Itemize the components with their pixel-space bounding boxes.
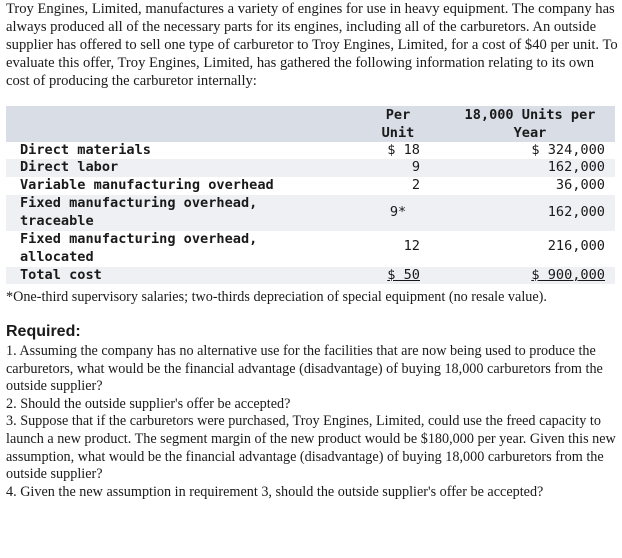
- row-year-cost: $ 324,000: [531, 142, 605, 158]
- row-unit-cost: 2: [411, 177, 420, 193]
- requirement-1: 1. Assuming the company has no alternative use for the facilities that are now being used to produce the carburetors, what would be the financial advantage (disadvantage) of buying 18,000 carburetors from the outside supplier?: [6, 343, 603, 395]
- row-label-line1: Fixed manufacturing overhead,: [20, 195, 258, 211]
- per-unit-header: [366, 106, 430, 142]
- table-row-total: [6, 267, 615, 284]
- required-heading: Required:: [6, 323, 81, 340]
- problem-intro: Troy Engines, Limited, manufactures a variety of engines for use in heavy equipment. The company has always produced all of the necessary parts for its engines, including all of the carburetors. An outside supplier has offered to sell one type of carburetor to Troy Engines, Limited, for a cost of $40 per unit. To evaluate this offer, Troy Engines, Limited, has gathered the following information relating to its own cost of producing the carburetor internally:: [6, 1, 618, 89]
- requirement-4: 4. Given the new assumption in requirement 3, should the outside supplier's offer be accepted?: [6, 483, 544, 500]
- requirement-3: 3. Suppose that if the carburetors were purchased, Troy Engines, Limited, could use the freed capacity to launch a new product. The segment margin of the new product would be $180,000 per year. Given this new assumption, what would be the financial advantage (disadvantage) of buying 18,000 carburetors from the outside supplier?: [6, 413, 616, 483]
- footnote: *One-third supervisory salaries; two-thirds depreciation of special equipment (no resale value).: [6, 289, 547, 305]
- requirements-list: [6, 343, 618, 501]
- table-row: [6, 231, 615, 267]
- row-unit-cost: 9: [411, 159, 420, 175]
- per-year-header-line2: Year: [513, 125, 547, 141]
- per-unit-header-line1: Per: [385, 107, 411, 123]
- row-year-cost: 162,000: [547, 204, 605, 220]
- row-label-line1: Fixed manufacturing overhead,: [20, 231, 258, 247]
- row-label-line2: allocated: [20, 249, 94, 265]
- row-label-line2: traceable: [20, 213, 94, 229]
- table-row: [6, 142, 615, 159]
- row-unit-cost: 9*: [389, 204, 407, 220]
- table-row: [6, 177, 615, 195]
- row-year-cost: $ 900,000: [531, 267, 605, 283]
- cost-table: [6, 106, 615, 284]
- requirement-2: 2. Should the outside supplier's offer be accepted?: [6, 395, 291, 412]
- table-header: [6, 106, 615, 142]
- row-label: Direct materials: [20, 142, 151, 158]
- per-unit-header-line2: Unit: [381, 125, 415, 141]
- per-year-header: [446, 106, 614, 142]
- row-unit-cost: $ 18: [387, 142, 420, 158]
- row-label: Direct labor: [20, 159, 119, 175]
- row-label: Total cost: [20, 267, 102, 283]
- row-year-cost: 216,000: [547, 238, 605, 254]
- table-row: [6, 159, 615, 177]
- per-year-header-line1: 18,000 Units per: [464, 107, 596, 123]
- row-year-cost: 36,000: [555, 177, 605, 193]
- row-unit-cost: 12: [403, 238, 420, 254]
- row-year-cost: 162,000: [547, 159, 605, 175]
- row-label: Variable manufacturing overhead: [20, 177, 274, 193]
- row-unit-cost: $ 50: [387, 267, 420, 283]
- table-row: [6, 195, 615, 231]
